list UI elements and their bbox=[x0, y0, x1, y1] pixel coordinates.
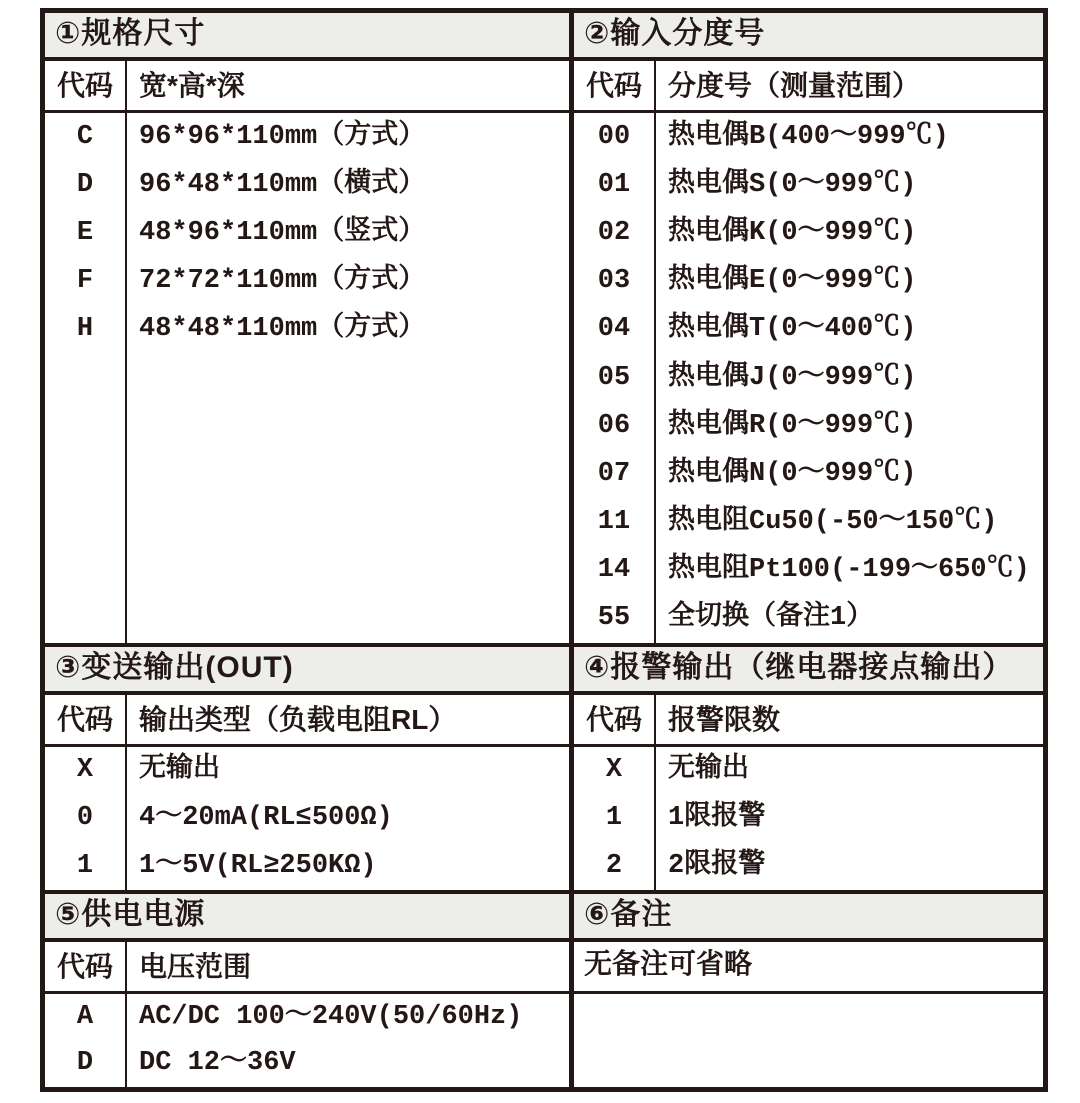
section-alarm-output-title: ④报警输出（继电器接点输出） bbox=[574, 647, 1043, 695]
band-middle bbox=[45, 643, 1043, 890]
desc-cell bbox=[127, 353, 569, 643]
table-row bbox=[45, 209, 569, 257]
table-row bbox=[45, 795, 569, 843]
table-row bbox=[574, 402, 1043, 450]
desc-cell: 全切换（备注1） bbox=[668, 603, 874, 634]
table-row bbox=[45, 747, 569, 795]
code-header-cell: 代码 bbox=[45, 942, 127, 991]
alarm-output-rows bbox=[574, 747, 1043, 890]
table-row bbox=[45, 257, 569, 305]
power-supply-rows bbox=[45, 994, 569, 1087]
section-input-range-title: ②输入分度号 bbox=[574, 13, 1043, 61]
desc-cell: 热电偶R(0～999℃) bbox=[668, 410, 917, 441]
code-cell: A bbox=[45, 994, 127, 1041]
code-cell: H bbox=[45, 305, 127, 353]
desc-cell: 48*96*110mm（竖式） bbox=[139, 217, 426, 248]
code-cell: 04 bbox=[574, 306, 656, 354]
table-row bbox=[574, 258, 1043, 306]
table-row bbox=[574, 306, 1043, 354]
code-cell: 05 bbox=[574, 354, 656, 402]
section-input-range bbox=[574, 13, 1043, 643]
desc-header-cell: 分度号（测量范围） bbox=[668, 69, 921, 101]
desc-cell: 热电偶E(0～999℃) bbox=[668, 266, 917, 297]
code-cell: C bbox=[45, 113, 127, 161]
code-header-cell: 代码 bbox=[574, 695, 656, 744]
code-cell: F bbox=[45, 257, 127, 305]
power-supply-column-header bbox=[45, 942, 569, 994]
table-row bbox=[574, 354, 1043, 402]
code-cell: 06 bbox=[574, 402, 656, 450]
code-cell: 2 bbox=[574, 842, 656, 890]
table-row bbox=[574, 113, 1043, 161]
desc-cell: 无输出 bbox=[668, 755, 749, 786]
desc-cell: 72*72*110mm（方式） bbox=[139, 265, 426, 296]
desc-cell: 4～20mA(RL≤500Ω) bbox=[139, 803, 393, 833]
table-row bbox=[574, 747, 1043, 795]
section-transmit-output-title: ③变送输出(OUT) bbox=[45, 647, 569, 695]
input-range-rows bbox=[574, 113, 1043, 643]
section-remark bbox=[574, 894, 1043, 1087]
transmit-output-column-header bbox=[45, 695, 569, 747]
section-power-supply bbox=[45, 894, 574, 1087]
code-header-cell: 代码 bbox=[574, 61, 656, 110]
desc-cell: 1～5V(RL≥250KΩ) bbox=[139, 850, 377, 881]
code-cell: 0 bbox=[45, 795, 127, 843]
desc-header-cell: 电压范围 bbox=[139, 950, 252, 982]
desc-cell: 热电偶K(0～999℃) bbox=[668, 217, 917, 248]
code-cell: 03 bbox=[574, 258, 656, 306]
remark-empty-cell bbox=[574, 994, 1043, 1087]
code-cell: 11 bbox=[574, 499, 656, 547]
code-cell: 02 bbox=[574, 209, 656, 257]
desc-header-cell: 输出类型（负载电阻RL） bbox=[139, 703, 457, 735]
code-cell: 01 bbox=[574, 161, 656, 209]
code-cell: X bbox=[45, 747, 127, 795]
desc-cell: 96*96*110mm（方式） bbox=[139, 121, 426, 152]
code-cell: 07 bbox=[574, 450, 656, 498]
table-row bbox=[45, 113, 569, 161]
empty-filler-row bbox=[45, 353, 569, 643]
size-spec-column-header bbox=[45, 61, 569, 113]
ordering-spec-table bbox=[40, 8, 1048, 1092]
table-row bbox=[45, 842, 569, 890]
table-row bbox=[574, 842, 1043, 890]
table-row bbox=[45, 161, 569, 209]
table-row bbox=[45, 305, 569, 353]
section-transmit-output bbox=[45, 647, 574, 890]
table-row bbox=[574, 595, 1043, 643]
table-row bbox=[45, 1041, 569, 1088]
section-size-spec-title: ①规格尺寸 bbox=[45, 13, 569, 61]
desc-cell: 96*48*110mm（横式） bbox=[139, 169, 426, 200]
code-cell: 1 bbox=[574, 795, 656, 843]
table-row bbox=[574, 161, 1043, 209]
code-cell bbox=[45, 353, 127, 643]
desc-header-cell: 报警限数 bbox=[668, 703, 781, 735]
input-range-column-header bbox=[574, 61, 1043, 113]
size-spec-rows bbox=[45, 113, 569, 643]
transmit-output-rows bbox=[45, 747, 569, 890]
desc-cell: AC/DC 100～240V(50/60Hz) bbox=[139, 1001, 523, 1032]
desc-cell: 48*48*110mm（方式） bbox=[139, 313, 426, 344]
band-bottom bbox=[45, 890, 1043, 1087]
section-size-spec bbox=[45, 13, 574, 643]
desc-cell: 无输出 bbox=[139, 755, 220, 786]
code-cell: X bbox=[574, 747, 656, 795]
code-cell: D bbox=[45, 161, 127, 209]
desc-cell: 热电偶N(0～999℃) bbox=[668, 458, 917, 489]
table-row bbox=[45, 994, 569, 1041]
desc-cell: 热电阻Cu50(-50～150℃) bbox=[668, 507, 998, 538]
desc-cell: 热电偶S(0～999℃) bbox=[668, 169, 917, 200]
desc-cell: DC 12～36V bbox=[139, 1048, 296, 1079]
code-cell: 55 bbox=[574, 595, 656, 643]
desc-cell: 热电偶J(0～999℃) bbox=[668, 362, 917, 393]
desc-cell: 2限报警 bbox=[668, 850, 766, 881]
desc-header-cell: 宽*高*深 bbox=[139, 69, 245, 101]
desc-cell: 1限报警 bbox=[668, 803, 766, 833]
alarm-output-column-header bbox=[574, 695, 1043, 747]
desc-cell: 热电阻Pt100(-199～650℃) bbox=[668, 555, 1030, 586]
section-power-supply-title: ⑤供电电源 bbox=[45, 894, 569, 942]
code-header-cell: 代码 bbox=[45, 695, 127, 744]
table-row bbox=[574, 547, 1043, 595]
code-cell: 1 bbox=[45, 842, 127, 890]
section-remark-title: ⑥备注 bbox=[574, 894, 1043, 942]
section-alarm-output bbox=[574, 647, 1043, 890]
code-cell: D bbox=[45, 1041, 127, 1088]
table-row bbox=[574, 795, 1043, 843]
code-header-cell: 代码 bbox=[45, 61, 127, 110]
desc-cell: 热电偶B(400～999℃) bbox=[668, 121, 949, 152]
table-row bbox=[574, 450, 1043, 498]
band-top bbox=[45, 13, 1043, 643]
table-row bbox=[574, 499, 1043, 547]
code-cell: 14 bbox=[574, 547, 656, 595]
table-row bbox=[574, 209, 1043, 257]
code-cell: 00 bbox=[574, 113, 656, 161]
remark-note-cell: 无备注可省略 bbox=[574, 942, 1043, 994]
code-cell: E bbox=[45, 209, 127, 257]
desc-cell: 热电偶T(0～400℃) bbox=[668, 314, 917, 345]
